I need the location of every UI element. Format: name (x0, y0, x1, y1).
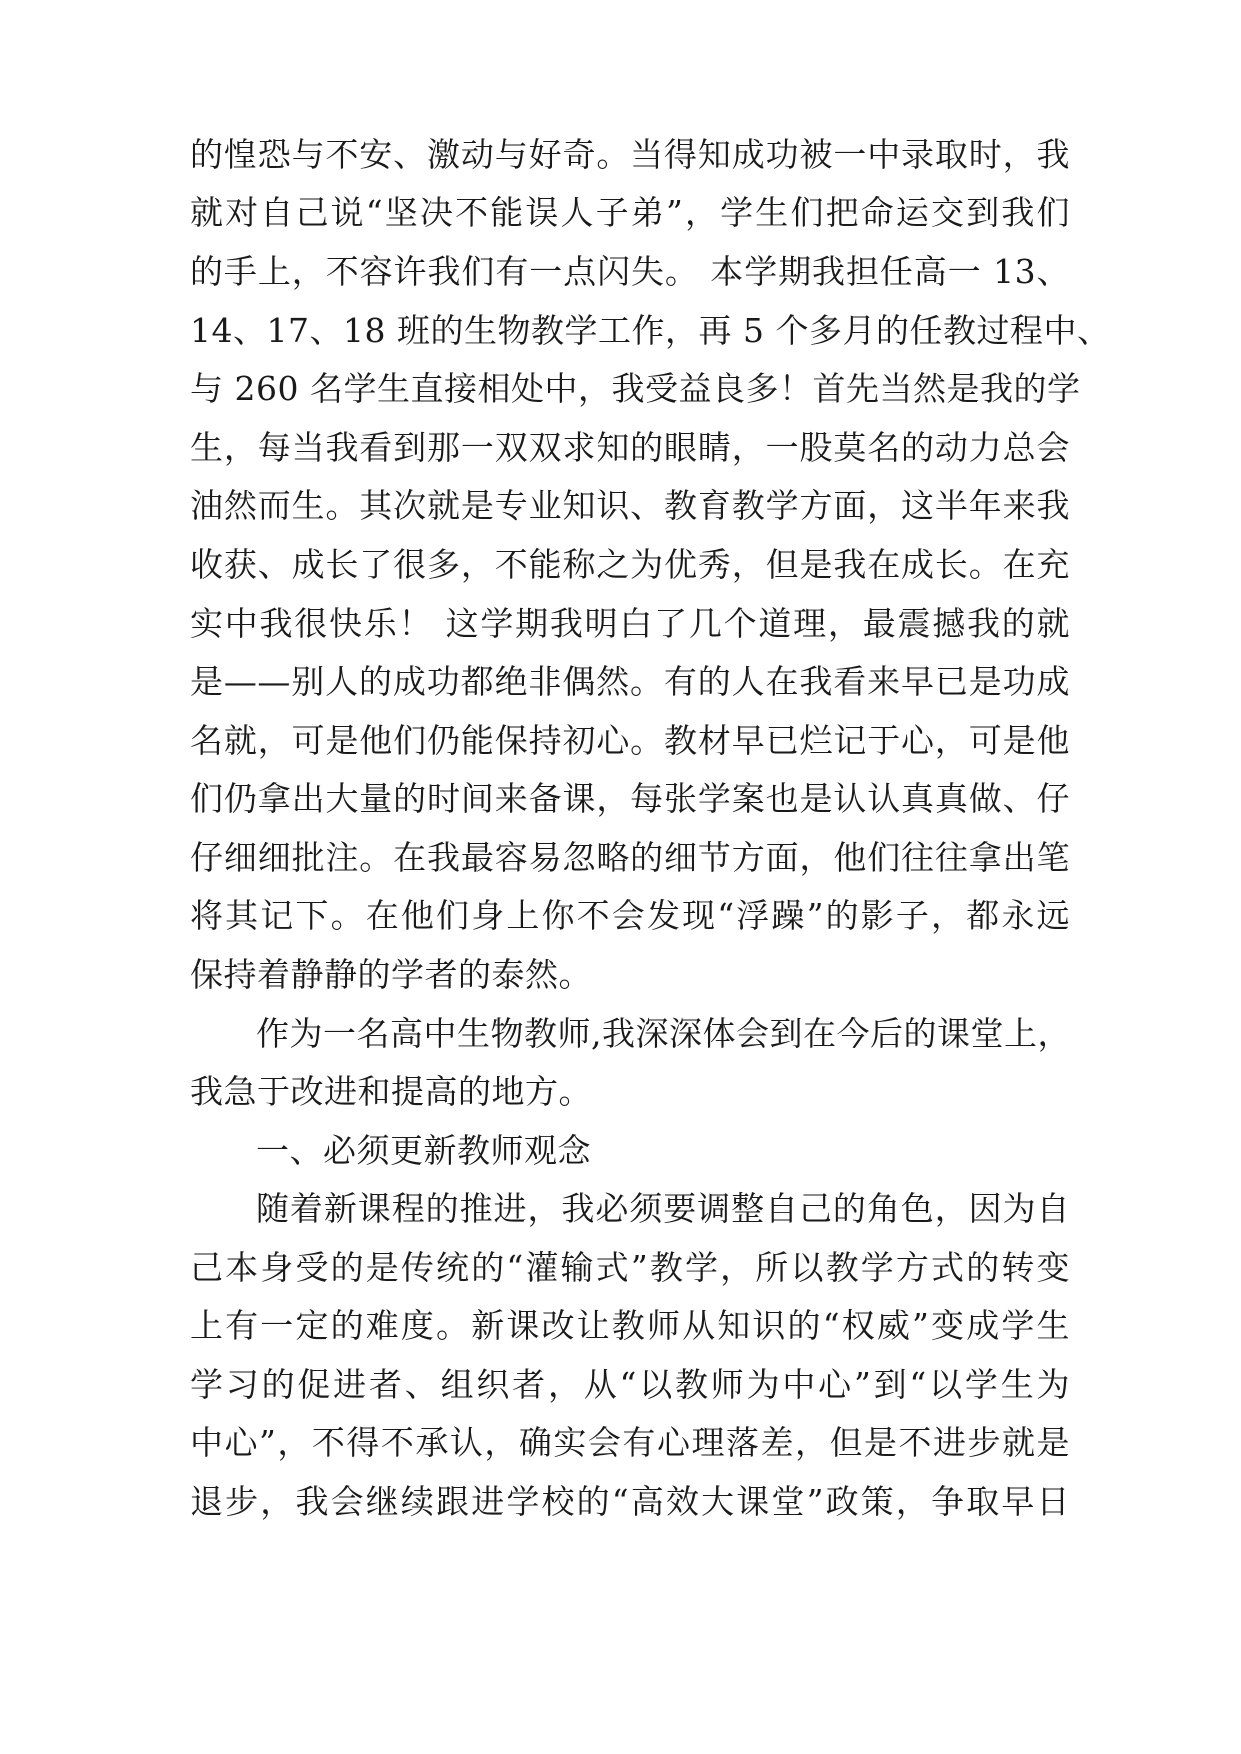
text-line: 作为一名高中生物教师,我深深体会到在今后的课堂上， (256, 1014, 1071, 1053)
text-line: 随着新课程的推进，我必须要调整自己的角色，因为自 (256, 1189, 1070, 1228)
text-line: 收获、成长了很多，不能称之为优秀，但是我在成长。在充 (190, 545, 1070, 584)
text-line: 我急于改进和提高的地方。 (190, 1072, 592, 1111)
text-line: 仔细细批注。在我最容易忽略的细节方面，他们往往拿出笔 (190, 838, 1070, 877)
text-line: 退步，我会继续跟进学校的“高效大课堂”政策，争取早日 (190, 1482, 1070, 1521)
text-line: 名就，可是他们仍能保持初心。教材早已烂记于心，可是他 (190, 721, 1070, 760)
text-line: 就对自己说“坚决不能误人子弟”，学生们把命运交到我们 (190, 193, 1070, 232)
text-line: 14、17、18 班的生物教学工作，再 5 个多月的任教过程中、 (190, 311, 1111, 350)
text-line: 的手上，不容许我们有一点闪失。 本学期我担任高一 13、 (190, 252, 1070, 291)
text-line: 与 260 名学生直接相处中，我受益良多！首先当然是我的学 (190, 369, 1081, 408)
text-line: 保持着静静的学者的泰然。 (190, 955, 592, 994)
text-line: 是——别人的成功都绝非偶然。有的人在我看来早已是功成 (190, 662, 1070, 701)
text-line: 生，每当我看到那一双双求知的眼睛，一股莫名的动力总会 (190, 428, 1070, 467)
text-line: 己本身受的是传统的“灌输式”教学，所以教学方式的转变 (190, 1248, 1070, 1287)
text-line: 实中我很快乐！ 这学期我明白了几个道理，最震撼我的就 (190, 604, 1070, 643)
text-line: 学习的促进者、组织者，从“以教师为中心”到“以学生为 (190, 1365, 1070, 1404)
text-line: 的惶恐与不安、激动与好奇。当得知成功被一中录取时，我 (190, 135, 1070, 174)
text-line: 中心”，不得不承认，确实会有心理落差，但是不进步就是 (190, 1423, 1070, 1462)
text-line: 上有一定的难度。新课改让教师从知识的“权威”变成学生 (190, 1306, 1070, 1345)
text-line: 油然而生。其次就是专业知识、教育教学方面，这半年来我 (190, 486, 1070, 525)
text-line: 将其记下。在他们身上你不会发现“浮躁”的影子，都永远 (190, 896, 1070, 935)
text-line: 一、必须更新教师观念 (256, 1131, 591, 1170)
text-line: 们仍拿出大量的时间来备课，每张学案也是认认真真做、仔 (190, 779, 1070, 818)
